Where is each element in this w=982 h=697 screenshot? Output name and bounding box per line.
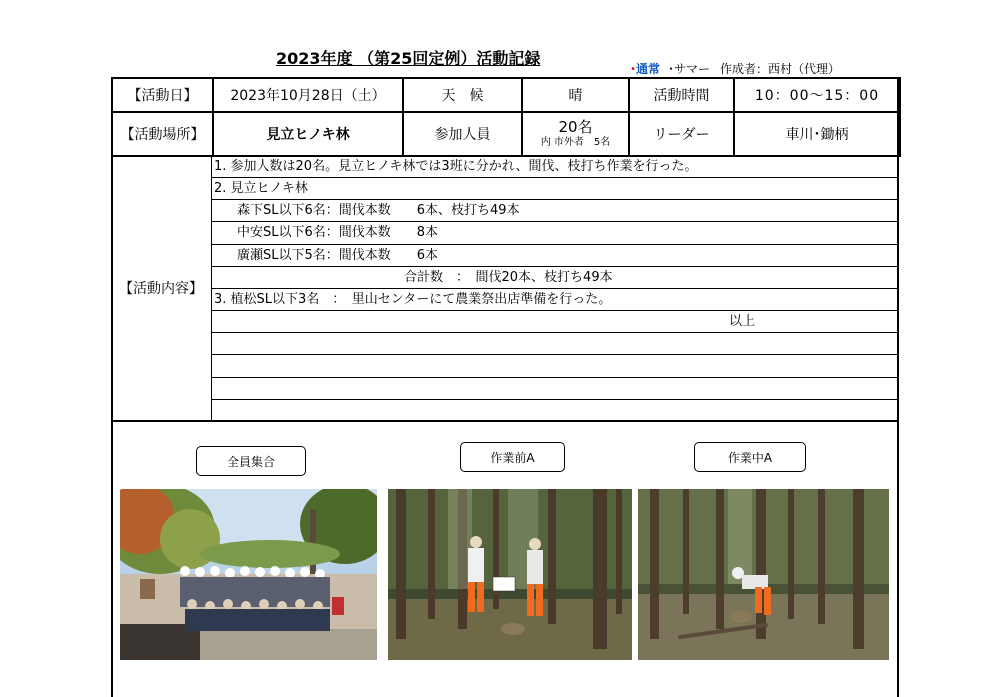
time-label: 活動時間	[629, 78, 734, 112]
photo-label-3: 作業中A	[694, 442, 806, 472]
content-line-10	[212, 355, 899, 377]
content-line-2: 2. 見立ヒノキ林	[212, 178, 899, 200]
weather-value: 晴	[522, 78, 629, 112]
group-photo	[120, 489, 377, 660]
content-line-6: 合計数 ： 間伐20本、枝打ち49本	[212, 267, 899, 289]
info-table	[111, 77, 901, 157]
content-lines	[212, 156, 899, 422]
participants-sub: 内 市外者 5名	[540, 137, 611, 148]
type-summer: ･サマー	[668, 62, 711, 76]
place-value: 見立ヒノキ林	[213, 112, 403, 156]
photo-label-1: 全員集合	[196, 446, 306, 476]
date-label: 【活動日】	[112, 78, 213, 112]
date-value: 2023年10月28日（土）	[213, 78, 403, 112]
leader-label: リーダー	[629, 112, 734, 156]
type-regular: 通常	[636, 62, 661, 76]
content-line-5: 廣瀬SL以下5名：間伐本数 6本	[212, 245, 899, 267]
leader-value: 車川･鋤柄	[734, 112, 900, 156]
place-label: 【活動場所】	[112, 112, 213, 156]
participants-value: 20名	[558, 118, 593, 136]
content-line-12	[212, 400, 899, 422]
content-label: 【活動内容】	[111, 156, 212, 422]
content-line-11	[212, 378, 899, 400]
content-line-8: 以上	[212, 311, 899, 333]
photo-label-2: 作業前A	[460, 442, 565, 472]
content-line-1: 1. 参加人数は20名。見立ヒノキ林では3班に分かれ、間伐、枝打ち作業を行った。	[212, 156, 899, 178]
content-line-4: 中安SL以下6名：間伐本数 8本	[212, 222, 899, 244]
time-value: 10：00～15：00	[734, 78, 900, 112]
weather-label: 天 候	[403, 78, 522, 112]
participants-cell	[522, 112, 629, 156]
during-work-photo	[638, 489, 889, 660]
before-work-photo	[388, 489, 632, 660]
author: 作成者：西村（代理）	[720, 62, 841, 76]
content-line-9	[212, 333, 899, 355]
content-line-3: 森下SL以下6名：間伐本数 6本、枝打ち49本	[212, 200, 899, 222]
page-title: 2023年度 （第25回定例）活動記録	[276, 49, 541, 68]
record-meta	[630, 60, 840, 77]
participants-label: 参加人員	[403, 112, 522, 156]
content-line-7: 3. 植松SL以下3名 ： 里山センターにて農業祭出店準備を行った。	[212, 289, 899, 311]
type-mark: ･	[630, 62, 637, 76]
